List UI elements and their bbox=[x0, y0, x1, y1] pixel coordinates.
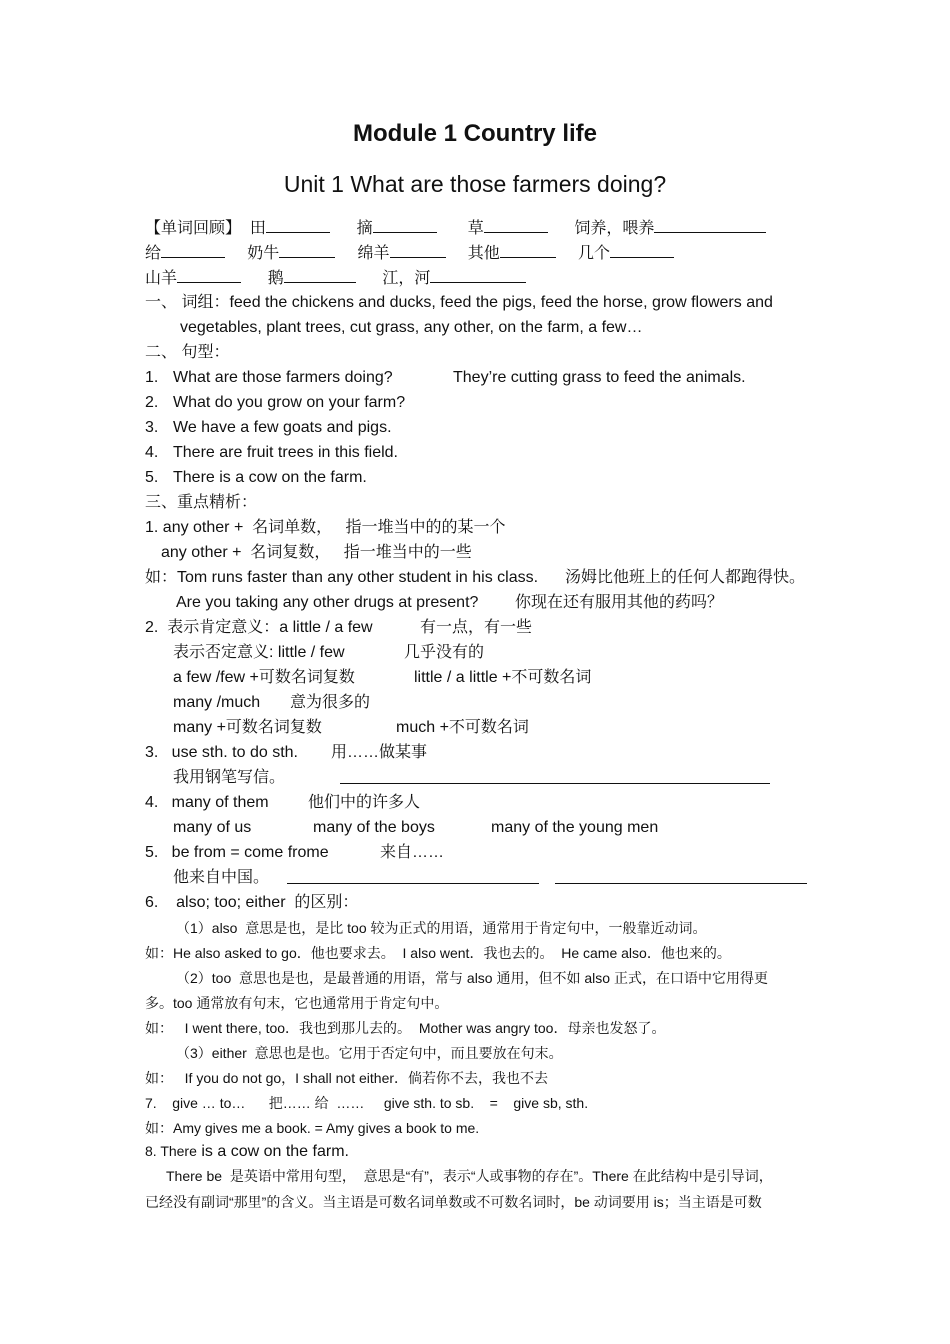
pattern-4-text: There are fruit trees in this field. bbox=[173, 444, 398, 461]
point-6c: 如：He also asked to go．他也要求去。 I also went．我也去的。 He came also．他也来的。 bbox=[145, 945, 731, 961]
point-1c-cn: 汤姆比他班上的任何人都跑得快。 bbox=[565, 569, 806, 586]
pattern-5-text: There is a cow on the farm. bbox=[173, 469, 367, 486]
answer-blank-5a[interactable] bbox=[287, 883, 539, 884]
point-4b-3: many of the young men bbox=[491, 819, 659, 836]
point-8c: 已经没有副词“那里”的含义。当主语是可数名词单数或不可数名词时，be 动词要用 is；当主语是可数 bbox=[145, 1194, 762, 1210]
point-3a-cn: 用……做某事 bbox=[331, 744, 428, 761]
point-6f: 如： I went there, too．我也到那儿去的。 Mother was angry too．母亲也发怒了。 bbox=[145, 1020, 666, 1036]
point-2e: many +可数名词复数 bbox=[173, 719, 322, 736]
point-2a: 2. 表示肯定意义：a little / a few bbox=[145, 619, 373, 636]
patterns-label: 二、 句型： bbox=[145, 344, 230, 361]
pattern-2-text: What do you grow on your farm? bbox=[173, 394, 406, 411]
vocab-row-2: 给 奶牛 绵羊 其他 几个 bbox=[145, 243, 674, 264]
point-6e: 多。too 通常放有句末，它也通常用于肯定句中。 bbox=[145, 995, 449, 1011]
point-1a: 1. any other + 名词单数， 指一堆当中的的某一个 bbox=[145, 519, 506, 536]
unit-title: Unit 1 What are those farmers doing? bbox=[283, 171, 667, 197]
point-2a-cn: 有一点，有一些 bbox=[420, 619, 533, 636]
point-2b: 表示否定意义: little / few bbox=[173, 644, 345, 661]
point-4b-2: many of the boys bbox=[313, 819, 435, 836]
point-7b: 如：Amy gives me a book. = Amy gives a book to me. bbox=[145, 1120, 480, 1136]
pattern-1: 1. bbox=[145, 369, 159, 386]
point-2e-b: much +不可数名词 bbox=[396, 719, 529, 736]
point-5a: 5. be from = come frome bbox=[145, 844, 329, 861]
point-1b: any other + 名词复数， 指一堆当中的一些 bbox=[161, 544, 472, 561]
answer-blank-3[interactable] bbox=[340, 783, 770, 784]
point-3b: 我用钢笔写信。 bbox=[173, 769, 286, 786]
vocab-row-1: 【单词回顾】 田 摘 草 饲养，喂养 bbox=[145, 218, 766, 239]
point-3a: 3. use sth. to do sth. bbox=[145, 744, 298, 761]
point-1c-en: 如：Tom runs faster than any other student in his class. bbox=[145, 569, 539, 586]
answer-blank-5b[interactable] bbox=[555, 883, 807, 884]
point-1d-en: Are you taking any other drugs at present? bbox=[176, 594, 479, 611]
point-6a: 6. also; too; either 的区别： bbox=[145, 894, 359, 911]
point-2d-cn: 意为很多的 bbox=[290, 694, 371, 711]
points-label: 三、重点精析： bbox=[145, 494, 258, 511]
point-6g: （3）either 意思也是也。它用于否定句中，而且要放在句末。 bbox=[176, 1045, 563, 1061]
point-4b-1: many of us bbox=[173, 819, 252, 836]
pattern-3-text: We have a few goats and pigs. bbox=[173, 419, 392, 436]
point-5a-cn: 来自…… bbox=[380, 844, 445, 861]
point-5b: 他来自中国。 bbox=[173, 869, 270, 886]
pattern-5-num: 5. bbox=[145, 469, 159, 486]
point-4a: 4. many of them bbox=[145, 794, 269, 811]
point-6h: 如： If you do not go，I shall not either．倘若你不去，我也不去 bbox=[145, 1070, 549, 1086]
point-4a-cn: 他们中的许多人 bbox=[308, 794, 421, 811]
vocab-heading: 【单词回顾】 bbox=[145, 220, 242, 237]
point-7a: 7. give … to… 把…… 给 …… give sth. to sb. = give sb, sth. bbox=[145, 1095, 589, 1111]
point-6d: （2）too 意思也是也，是最普通的用语，常与 also 通用，但不如 also 正式，在口语中它用得更 bbox=[176, 970, 768, 986]
pattern-3-num: 3. bbox=[145, 419, 159, 436]
phrases-line-2: vegetables, plant trees, cut grass, any other, on the farm, a few… bbox=[180, 319, 643, 336]
point-2c: a few /few +可数名词复数 bbox=[173, 669, 355, 686]
point-2d: many /much bbox=[173, 694, 261, 711]
vocab-row-3: 山羊 鹅 江，河 bbox=[145, 268, 526, 289]
pattern-1-text: What are those farmers doing? bbox=[173, 369, 393, 386]
point-2c-b: little / a little +不可数名词 bbox=[414, 669, 592, 686]
point-6b: （1）also 意思是也，是比 too 较为正式的用语，通常用于肯定句中，一般靠近动词。 bbox=[176, 920, 707, 936]
pattern-4-num: 4. bbox=[145, 444, 159, 461]
page-title: Module 1 Country life bbox=[352, 120, 597, 147]
point-2b-cn: 几乎没有的 bbox=[404, 644, 485, 661]
point-8-heading: 8. There is a cow on the farm. bbox=[145, 1143, 349, 1160]
pattern-2-num: 2. bbox=[145, 394, 159, 411]
pattern-1-answer: They’re cutting grass to feed the animals. bbox=[453, 369, 746, 386]
point-1d-cn: 你现在还有服用其他的药吗？ bbox=[515, 594, 724, 611]
point-8b: There be 是英语中常用句型， 意思是“有”，表示“人或事物的存在”。There 在此结构中是引导词， bbox=[166, 1168, 773, 1184]
phrases-line-1: 一、 词组：feed the chickens and ducks, feed the pigs, feed the horse, grow flowers and bbox=[145, 294, 773, 311]
